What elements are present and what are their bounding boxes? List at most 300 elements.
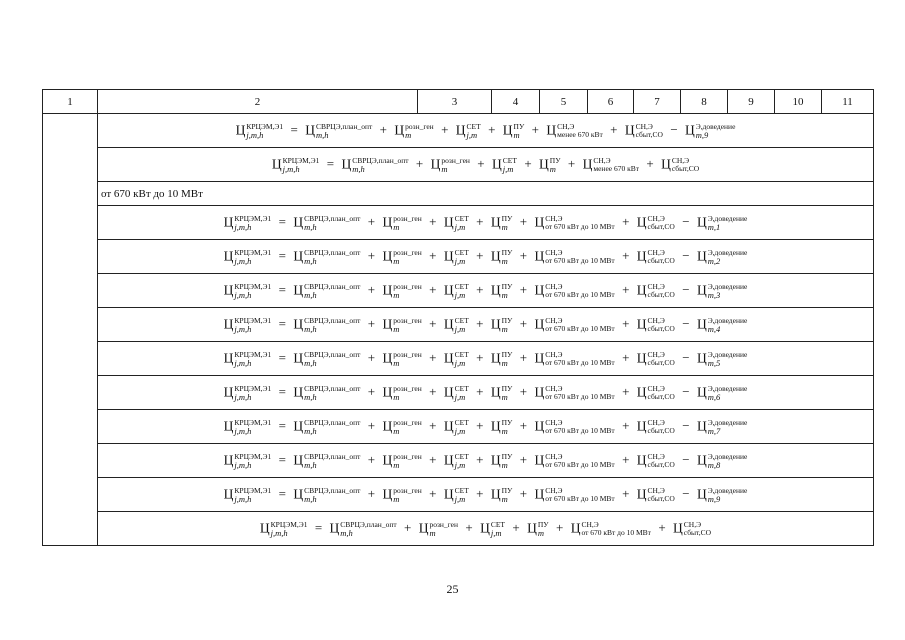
plus-sign: + — [519, 316, 528, 332]
symbol-ts: Ц — [582, 156, 593, 172]
subscript: m,h — [304, 459, 317, 470]
superscript: ПУ — [501, 213, 513, 223]
symbol-ts: Ц — [443, 282, 454, 298]
symbol-ts: Ц — [223, 248, 234, 264]
price-formula — [224, 351, 748, 368]
superscript: ПУ — [501, 417, 513, 427]
symbol-ts: Ц — [293, 350, 304, 366]
subscript: j,m,h — [234, 221, 252, 232]
symbol-ts: Ц — [382, 282, 393, 298]
plus-sign: + — [622, 384, 630, 400]
column-header: 3 — [418, 90, 492, 114]
symbol-ts: Ц — [382, 384, 393, 400]
superscript: СЕТ — [454, 383, 469, 393]
plus-sign: + — [476, 282, 484, 298]
plus-sign: + — [476, 486, 484, 502]
header-row — [43, 90, 874, 114]
superscript: Э,доведение — [707, 417, 748, 427]
symbol-ts: Ц — [443, 486, 454, 502]
superscript: розн_ген — [393, 417, 422, 427]
formula-cell — [98, 410, 874, 444]
subscript: m — [393, 357, 400, 368]
superscript: СН,Э — [545, 282, 563, 292]
superscript: ПУ — [537, 519, 549, 529]
formula-cell — [98, 512, 874, 546]
superscript: розн_ген — [441, 155, 470, 165]
plus-sign: + — [429, 282, 437, 298]
plus-sign: + — [476, 214, 484, 230]
subscript: j,m,h — [246, 129, 264, 140]
subscript: сбыт,СО — [647, 290, 675, 300]
plus-sign: + — [622, 248, 630, 264]
formula-row — [43, 206, 874, 240]
symbol-ts: Ц — [534, 214, 545, 230]
minus-sign: − — [682, 486, 690, 502]
minus-sign: − — [682, 350, 690, 366]
plus-sign: + — [367, 248, 376, 264]
superscript: Э,доведение — [695, 121, 736, 131]
plus-sign: + — [441, 122, 449, 138]
symbol-ts: Ц — [546, 122, 557, 138]
symbol-ts: Ц — [696, 316, 707, 332]
superscript: СВРЦЭ,план_опт — [304, 451, 361, 461]
section-row — [43, 182, 874, 206]
superscript: СЕТ — [454, 349, 469, 359]
superscript: Э,доведение — [707, 281, 748, 291]
subscript: m — [537, 527, 544, 538]
subscript: от 670 кВт до 10 МВт — [545, 392, 615, 402]
symbol-ts: Ц — [696, 282, 707, 298]
column-header: 4 — [492, 90, 540, 114]
superscript: СН,Э — [545, 486, 563, 496]
symbol-ts: Ц — [696, 214, 707, 230]
superscript: СН,Э — [683, 520, 702, 530]
symbol-ts: Ц — [293, 282, 304, 298]
symbol-ts: Ц — [293, 384, 304, 400]
plus-sign: + — [465, 520, 473, 536]
symbol-ts: Ц — [696, 418, 707, 434]
plus-sign: + — [379, 122, 388, 138]
symbol-ts: Ц — [636, 350, 647, 366]
superscript: ПУ — [501, 349, 513, 359]
symbol-ts: Ц — [235, 122, 246, 138]
symbol-ts: Ц — [382, 214, 393, 230]
symbol-ts: Ц — [394, 122, 405, 138]
plus-sign: + — [622, 282, 630, 298]
superscript: СН,Э — [545, 248, 563, 258]
plus-sign: + — [531, 122, 539, 138]
superscript: СН,Э — [671, 156, 690, 166]
formula-row — [43, 240, 874, 274]
symbol-ts: Ц — [490, 316, 501, 332]
superscript: СН,Э — [593, 156, 611, 166]
plus-sign: + — [429, 316, 437, 332]
superscript: ПУ — [513, 121, 525, 131]
page-number: 25 — [446, 582, 459, 596]
superscript: ПУ — [501, 247, 513, 257]
plus-sign: + — [429, 452, 437, 468]
plus-sign: + — [519, 486, 528, 502]
symbol-ts: Ц — [534, 282, 545, 298]
superscript: СН,Э — [545, 316, 563, 326]
superscript: розн_ген — [393, 451, 422, 461]
superscript: Э,доведение — [707, 247, 748, 257]
subscript: от 670 кВт до 10 МВт — [545, 494, 615, 504]
superscript: ПУ — [501, 451, 513, 461]
superscript: розн_ген — [393, 315, 422, 325]
subscript: j,m — [466, 129, 478, 140]
subscript: сбыт,СО — [647, 358, 675, 368]
subscript: m,h — [304, 255, 317, 266]
symbol-ts: Ц — [490, 350, 501, 366]
row-label-cell — [43, 114, 98, 546]
subscript: m — [513, 129, 520, 140]
symbol-ts: Ц — [570, 520, 581, 536]
subscript: j,m — [490, 527, 502, 538]
equals-sign: = — [278, 248, 286, 264]
superscript: розн_ген — [393, 485, 422, 495]
equals-sign: = — [278, 316, 286, 332]
equals-sign: = — [278, 418, 286, 434]
symbol-ts: Ц — [382, 350, 393, 366]
subscript: m,1 — [707, 221, 721, 232]
superscript: СЕТ — [454, 451, 469, 461]
column-header: 11 — [822, 90, 874, 114]
formula-row — [43, 114, 874, 148]
subscript: j,m — [454, 357, 466, 368]
plus-sign: + — [476, 418, 484, 434]
subscript: сбыт,СО — [635, 130, 663, 140]
subscript: j,m,h — [234, 493, 252, 504]
plus-sign: + — [429, 486, 437, 502]
subscript: j,m,h — [234, 425, 252, 436]
plus-sign: + — [367, 316, 376, 332]
plus-sign: + — [367, 282, 376, 298]
formula-row — [43, 444, 874, 478]
subscript: j,m,h — [234, 255, 252, 266]
price-formula — [260, 521, 711, 538]
plus-sign: + — [429, 418, 437, 434]
symbol-ts: Ц — [293, 418, 304, 434]
subscript: m,h — [315, 129, 329, 140]
subscript: j,m,h — [234, 459, 252, 470]
price-formula — [224, 419, 748, 436]
tariff-formula-table — [42, 89, 874, 546]
superscript: СВРЦЭ,план_опт — [340, 519, 397, 529]
plus-sign: + — [367, 418, 376, 434]
subscript: j,m,h — [234, 357, 252, 368]
subscript: сбыт,СО — [647, 494, 675, 504]
subscript: от 670 кВт до 10 МВт — [545, 460, 615, 470]
superscript: розн_ген — [393, 281, 422, 291]
subscript: j,m — [454, 289, 466, 300]
minus-sign: − — [682, 452, 690, 468]
plus-sign: + — [622, 214, 630, 230]
formula-row — [43, 512, 874, 546]
superscript: СН,Э — [581, 520, 599, 530]
symbol-ts: Ц — [271, 156, 282, 172]
symbol-ts: Ц — [534, 452, 545, 468]
column-header: 10 — [775, 90, 822, 114]
subscript: m — [393, 289, 400, 300]
subscript: сбыт,СО — [671, 164, 700, 174]
symbol-ts: Ц — [223, 350, 234, 366]
superscript: ПУ — [501, 383, 513, 393]
subscript: j,m,h — [234, 289, 252, 300]
subscript: m,h — [352, 163, 365, 174]
superscript: СН,Э — [647, 350, 665, 360]
superscript: СН,Э — [647, 452, 665, 462]
superscript: КРЦЭМ,Э1 — [246, 121, 284, 131]
plus-sign: + — [622, 486, 630, 502]
symbol-ts: Ц — [329, 520, 340, 536]
subscript: j,m — [454, 255, 466, 266]
subscript: m — [501, 493, 508, 504]
superscript: СН,Э — [647, 248, 665, 258]
price-formula — [224, 487, 748, 504]
subscript: сбыт,СО — [683, 528, 712, 538]
superscript: Э,доведение — [707, 213, 748, 223]
superscript: розн_ген — [405, 121, 434, 131]
plus-sign: + — [476, 452, 484, 468]
superscript: СВРЦЭ,план_опт — [304, 281, 361, 291]
column-header: 5 — [540, 90, 588, 114]
plus-sign: + — [429, 214, 437, 230]
symbol-ts: Ц — [636, 248, 647, 264]
plus-sign: + — [415, 156, 424, 172]
symbol-ts: Ц — [696, 350, 707, 366]
plus-sign: + — [519, 452, 528, 468]
symbol-ts: Ц — [223, 384, 234, 400]
symbol-ts: Ц — [382, 316, 393, 332]
symbol-ts: Ц — [382, 486, 393, 502]
superscript: СН,Э — [647, 486, 665, 496]
minus-sign: − — [670, 122, 678, 138]
superscript: розн_ген — [429, 519, 458, 529]
symbol-ts: Ц — [696, 452, 707, 468]
plus-sign: + — [519, 418, 528, 434]
subscript: сбыт,СО — [647, 392, 675, 402]
minus-sign: − — [682, 248, 690, 264]
formula-cell — [98, 478, 874, 512]
symbol-ts: Ц — [636, 316, 647, 332]
superscript: КРЦЭМ,Э1 — [234, 417, 272, 427]
superscript: КРЦЭМ,Э1 — [234, 485, 272, 495]
plus-sign: + — [524, 156, 532, 172]
formula-cell — [98, 308, 874, 342]
plus-sign: + — [476, 384, 484, 400]
subscript: j,m — [454, 323, 466, 334]
formula-row — [43, 342, 874, 376]
symbol-ts: Ц — [534, 350, 545, 366]
symbol-ts: Ц — [696, 384, 707, 400]
superscript: КРЦЭМ,Э1 — [234, 213, 272, 223]
symbol-ts: Ц — [636, 452, 647, 468]
formula-row — [43, 478, 874, 512]
subscript: m,h — [304, 425, 317, 436]
subscript: m — [393, 323, 400, 334]
symbol-ts: Ц — [223, 486, 234, 502]
column-header: 8 — [681, 90, 728, 114]
superscript: КРЦЭМ,Э1 — [234, 451, 272, 461]
symbol-ts: Ц — [443, 384, 454, 400]
plus-sign: + — [488, 122, 496, 138]
formula-row — [43, 376, 874, 410]
formula-cell — [98, 444, 874, 478]
column-header: 7 — [634, 90, 681, 114]
superscript: КРЦЭМ,Э1 — [234, 315, 272, 325]
plus-sign: + — [367, 384, 376, 400]
symbol-ts: Ц — [293, 214, 304, 230]
plus-sign: + — [512, 520, 520, 536]
subscript: m,3 — [707, 289, 721, 300]
symbol-ts: Ц — [223, 316, 234, 332]
superscript: СЕТ — [454, 485, 469, 495]
price-formula — [224, 385, 748, 402]
plus-sign: + — [476, 248, 484, 264]
superscript: КРЦЭМ,Э1 — [282, 155, 320, 165]
subscript: j,m — [502, 163, 514, 174]
section-label: от 670 кВт до 10 МВт — [98, 182, 874, 206]
minus-sign: − — [682, 418, 690, 434]
superscript: СН,Э — [647, 418, 665, 428]
subscript: m,h — [304, 357, 317, 368]
minus-sign: − — [682, 214, 690, 230]
superscript: ПУ — [549, 155, 561, 165]
symbol-ts: Ц — [443, 248, 454, 264]
formula-cell — [98, 376, 874, 410]
plus-sign: + — [555, 520, 564, 536]
plus-sign: + — [519, 282, 528, 298]
minus-sign: − — [682, 384, 690, 400]
symbol-ts: Ц — [636, 282, 647, 298]
subscript: m — [501, 391, 508, 402]
plus-sign: + — [367, 350, 376, 366]
superscript: КРЦЭМ,Э1 — [234, 247, 272, 257]
formula-cell — [98, 274, 874, 308]
symbol-ts: Ц — [293, 452, 304, 468]
superscript: СН,Э — [545, 418, 563, 428]
superscript: Э,доведение — [707, 451, 748, 461]
symbol-ts: Ц — [223, 282, 234, 298]
subscript: m — [501, 425, 508, 436]
subscript: j,m — [454, 425, 466, 436]
subscript: m,8 — [707, 459, 721, 470]
symbol-ts: Ц — [223, 214, 234, 230]
superscript: СЕТ — [502, 155, 517, 165]
equals-sign: = — [290, 122, 298, 138]
superscript: КРЦЭМ,Э1 — [270, 519, 308, 529]
formula-cell — [98, 206, 874, 240]
plus-sign: + — [429, 350, 437, 366]
subscript: от 670 кВт до 10 МВт — [545, 358, 615, 368]
equals-sign: = — [278, 214, 286, 230]
subscript: m,2 — [707, 255, 721, 266]
subscript: от 670 кВт до 10 МВт — [545, 256, 615, 266]
superscript: СН,Э — [647, 214, 665, 224]
symbol-ts: Ц — [455, 122, 466, 138]
superscript: СН,Э — [647, 316, 665, 326]
equals-sign: = — [278, 350, 286, 366]
plus-sign: + — [519, 248, 528, 264]
superscript: Э,доведение — [707, 315, 748, 325]
superscript: розн_ген — [393, 349, 422, 359]
symbol-ts: Ц — [661, 156, 671, 172]
superscript: СЕТ — [454, 417, 469, 427]
plus-sign: + — [567, 156, 576, 172]
symbol-ts: Ц — [624, 122, 635, 138]
symbol-ts: Ц — [696, 486, 707, 502]
superscript: КРЦЭМ,Э1 — [234, 383, 272, 393]
symbol-ts: Ц — [223, 452, 234, 468]
symbol-ts: Ц — [293, 248, 304, 264]
symbol-ts: Ц — [490, 418, 501, 434]
subscript: m,h — [340, 527, 353, 538]
subscript: сбыт,СО — [647, 324, 675, 334]
symbol-ts: Ц — [293, 316, 304, 332]
superscript: СВРЦЭ,план_опт — [304, 417, 361, 427]
subscript: m,7 — [707, 425, 721, 436]
superscript: СН,Э — [647, 282, 665, 292]
superscript: ПУ — [501, 281, 513, 291]
formula-cell — [98, 148, 874, 182]
symbol-ts: Ц — [673, 520, 683, 536]
equals-sign: = — [278, 452, 286, 468]
superscript: Э,доведение — [707, 383, 748, 393]
formula-row — [43, 148, 874, 182]
column-header: 6 — [588, 90, 634, 114]
plus-sign: + — [476, 316, 484, 332]
column-header: 9 — [728, 90, 775, 114]
subscript: m — [441, 163, 448, 174]
symbol-ts: Ц — [636, 486, 647, 502]
superscript: СН,Э — [545, 350, 563, 360]
symbol-ts: Ц — [490, 486, 501, 502]
price-formula — [224, 215, 748, 232]
subscript: m,h — [304, 221, 317, 232]
subscript: m — [501, 357, 508, 368]
symbol-ts: Ц — [490, 248, 501, 264]
plus-sign: + — [622, 350, 630, 366]
subscript: m — [393, 391, 400, 402]
equals-sign: = — [314, 520, 323, 536]
superscript: ПУ — [501, 485, 513, 495]
subscript: сбыт,СО — [647, 222, 675, 232]
equals-sign: = — [326, 156, 335, 172]
subscript: сбыт,СО — [647, 256, 675, 266]
symbol-ts: Ц — [443, 350, 454, 366]
subscript: m,9 — [695, 129, 709, 140]
plus-sign: + — [403, 520, 412, 536]
symbol-ts: Ц — [534, 384, 545, 400]
superscript: СЕТ — [454, 213, 469, 223]
superscript: СВРЦЭ,план_опт — [352, 155, 409, 165]
superscript: СЕТ — [466, 121, 481, 131]
symbol-ts: Ц — [490, 384, 501, 400]
subscript: от 670 кВт до 10 МВт — [545, 426, 615, 436]
symbol-ts: Ц — [490, 282, 501, 298]
price-formula — [224, 249, 748, 266]
superscript: КРЦЭМ,Э1 — [234, 281, 272, 291]
subscript: сбыт,СО — [647, 426, 675, 436]
subscript: m,h — [304, 493, 317, 504]
subscript: m — [549, 163, 556, 174]
subscript: m,4 — [707, 323, 721, 334]
symbol-ts: Ц — [443, 452, 454, 468]
formula-row — [43, 410, 874, 444]
subscript: m,5 — [707, 357, 721, 368]
subscript: m — [393, 221, 400, 232]
